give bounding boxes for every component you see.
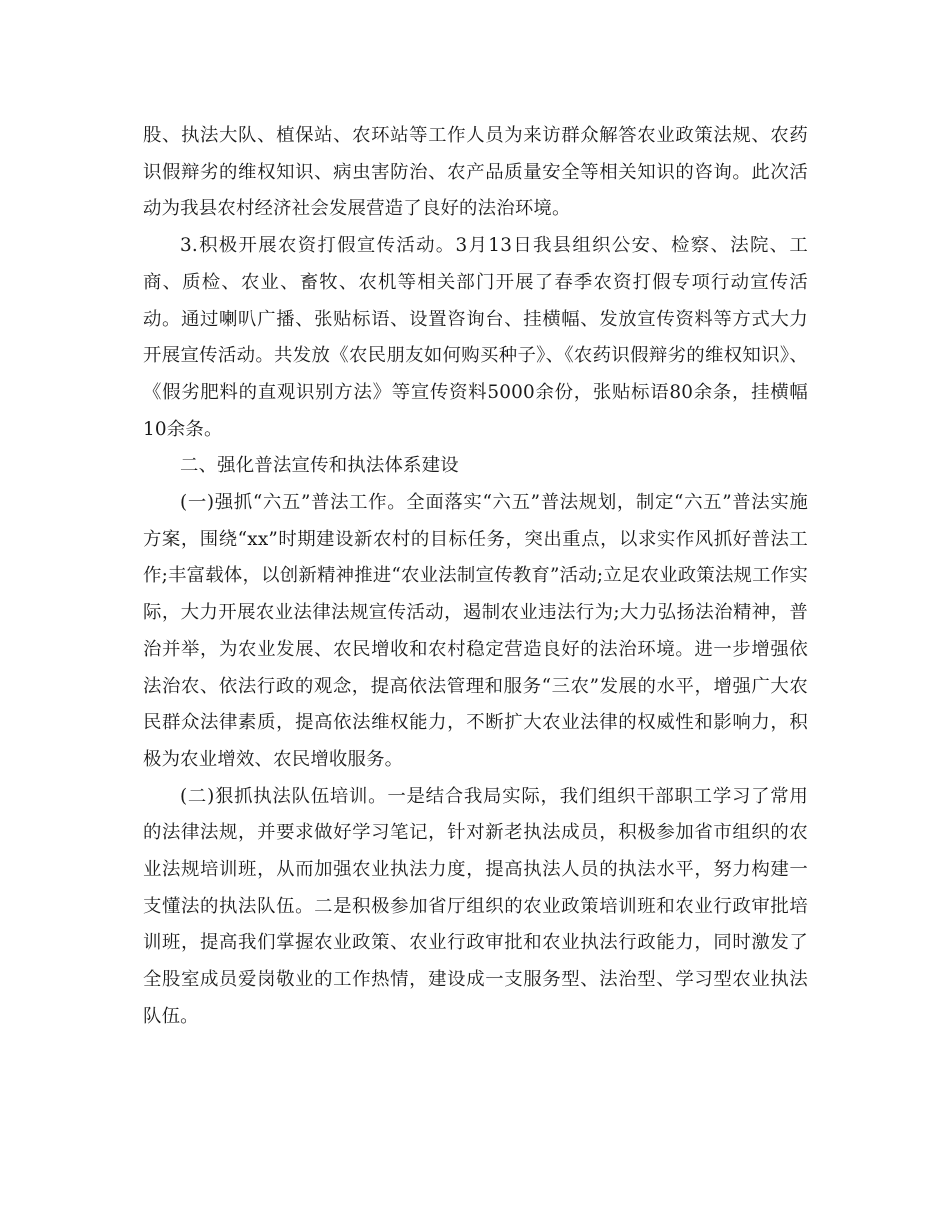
- document-body: [143, 118, 808, 1036]
- paragraph-continuation: 股、执法大队、植保站、农环站等工作人员为来访群众解答农业政策法规、农药识假辩劣的维权知识、病虫害防治、农产品质量安全等相关知识的咨询。此次活动为我县农村经济社会发展营造了良好的法治环境。: [143, 125, 808, 220]
- paragraph-enforcement-training: (二)狠抓执法队伍培训。一是结合我局实际，我们组织干部职工学习了常用的法律法规，并要求做好学习笔记，针对新老执法成员，积极参加省市组织的农业法规培训班，从而加强农业执法力度，提高执法人员的执法水平，努力构建一支懂法的执法队伍。二是积极参加省厅组织的农业政策培训班和农业行政审批培训班，提高我们掌握农业政策、农业行政审批和农业执法行政能力，同时激发了全股室成员爱岗敬业的工作热情，建设成一支服务型、法治型、学习型农业执法队伍。: [143, 785, 808, 1027]
- section-heading-legal-education: 二、强化普法宣传和执法体系建设: [180, 455, 459, 477]
- paragraph-anti-counterfeit-campaign: 3.积极开展农资打假宣传活动。3月13日我县组织公安、检察、法院、工商、质检、农业、畜牧、农机等相关部门开展了春季农资打假专项行动宣传活动。通过喇叭广播、张贴标语、设置咨询台、挂横幅、发放宣传资料等方式大力开展宣传活动。共发放《农民朋友如何购买种子》、《农药识假辩劣的维权知识》、《假劣肥料的直观识别方法》等宣传资料5000余份，张贴标语80余条，挂横幅10余条。: [143, 235, 808, 440]
- paragraph-sixth-five-year-legal-plan: (一)强抓“六五”普法工作。全面落实“六五”普法规划，制定“六五”普法实施方案，围绕“xx”时期建设新农村的目标任务，突出重点，以求实作风抓好普法工作;丰富载体，以创新精神推进“农业法制宣传教育”活动;立足农业政策法规工作实际，大力开展农业法律法规宣传活动，遏制农业违法行为;大力弘扬法治精神，普治并举，为农业发展、农民增收和农村稳定营造良好的法治环境。进一步增强依法治农、依法行政的观念，提高依法管理和服务“三农”发展的水平，增强广大农民群众法律素质，提高依法维权能力，不断扩大农业法律的权威性和影响力，积极为农业增效、农民增收服务。: [143, 492, 808, 770]
